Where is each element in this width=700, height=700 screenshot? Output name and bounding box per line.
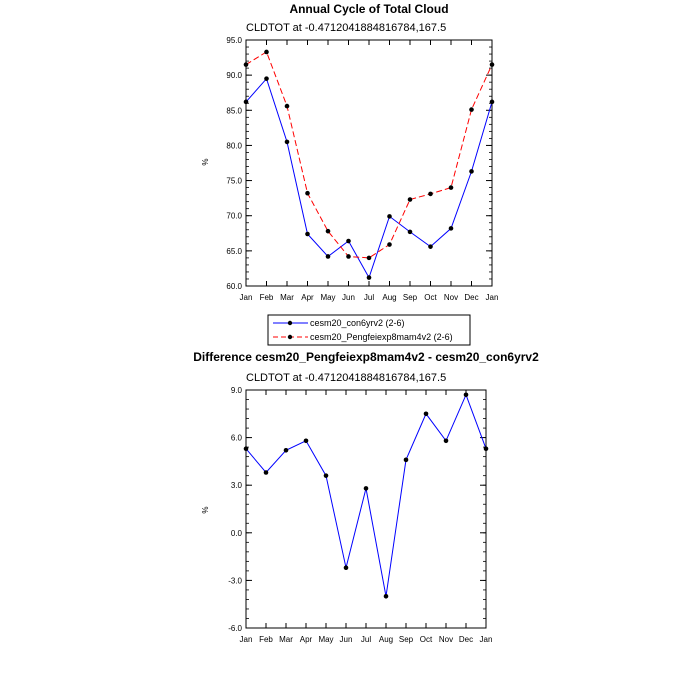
chart1-ytick-label: 60.0 (226, 282, 242, 291)
chart1-series-1-point (326, 254, 331, 259)
chart2-xtick-label: Mar (279, 635, 293, 644)
chart1-xtick-label: Feb (259, 293, 274, 302)
legend-label-series-1: cesm20_con6yrv2 (2-6) (310, 318, 405, 328)
chart1-xtick-label: Mar (280, 293, 294, 302)
chart2-xtick-label: Jun (339, 635, 353, 644)
chart1-xtick-label: Jan (485, 293, 499, 302)
chart1-series-1-line (246, 79, 492, 278)
chart1-ytick-label: 80.0 (226, 141, 242, 151)
chart1-xtick-label: Dec (464, 293, 479, 302)
chart2-series-1-point (484, 446, 489, 451)
chart2-xtick-label: Dec (458, 635, 474, 644)
chart2-ytick-label: -6.0 (228, 624, 242, 633)
chart2-series-1-point (344, 565, 349, 570)
chart1-series-1-point (285, 140, 290, 145)
chart1-series-1-point (490, 100, 495, 105)
chart2-xtick-label: Jul (360, 635, 372, 644)
chart1-series-1-point (305, 232, 310, 237)
chart1-xtick-label: Aug (382, 293, 397, 302)
chart1-series-2-point (326, 229, 331, 234)
chart2-subtitle: CLDTOT at -0.4712041884816784,167.5 (246, 372, 447, 384)
chart1-xtick-label: Jul (363, 293, 375, 302)
chart2-series-1-point (364, 486, 369, 491)
chart1-ytick-label: 95.0 (226, 36, 242, 45)
chart1-series-1-point (387, 214, 392, 219)
chart1-xtick-label: Oct (424, 293, 437, 302)
chart2-series-1-point (264, 470, 269, 475)
chart1-series-1-point (408, 230, 413, 235)
chart2-series-1-point (404, 458, 409, 463)
chart2-plot-area (228, 386, 492, 644)
chart2-ytick-label: 0.0 (230, 528, 242, 538)
chart1-xtick-label: Jun (342, 293, 355, 302)
chart1-series-2-line (246, 52, 492, 258)
chart1-series-2-point (469, 107, 474, 112)
chart1-xtick-label: Nov (443, 293, 459, 302)
chart2-series-1-point (444, 438, 449, 443)
chart1-series-1-point (449, 226, 454, 231)
chart1-series-2-point (408, 197, 413, 202)
chart1-ytick-label: 90.0 (226, 71, 242, 81)
chart1-xtick-label: Sep (402, 293, 418, 302)
chart1-series-1-point (367, 275, 372, 280)
chart1-ytick-label: 75.0 (226, 176, 242, 186)
chart1-series-2-point (367, 256, 372, 261)
chart2-series-1-point (464, 392, 469, 397)
chart2-ytick-label: -3.0 (228, 576, 242, 586)
chart1-series-1-point (469, 169, 474, 174)
chart1-xtick-label: Apr (301, 293, 314, 302)
chart2-series-1-point (244, 446, 249, 451)
chart1-legend (268, 315, 470, 345)
chart1-series-2-point (346, 254, 351, 259)
chart2-xtick-label: Jan (239, 635, 253, 644)
chart2-ytick-label: 3.0 (230, 481, 242, 491)
legend-marker-series-1 (288, 321, 292, 325)
chart1-ytick-label: 70.0 (226, 211, 242, 221)
chart1-series-2-point (387, 242, 392, 247)
chart2-title: Difference cesm20_Pengfeiexp8mam4v2 - cesm20_con6yrv2 (193, 350, 539, 364)
chart2-series-1-point (424, 412, 429, 417)
chart1-series-2-point (244, 62, 249, 67)
legend-label-series-2: cesm20_Pengfeiexp8mam4v2 (2-6) (310, 332, 453, 342)
chart2-ytick-label: 6.0 (230, 433, 242, 443)
legend-marker-series-2 (288, 335, 292, 339)
chart2-series-1-point (324, 473, 329, 478)
chart1-xtick-label: May (320, 293, 336, 302)
chart1-series-2-point (305, 191, 310, 196)
chart1-ylabel: % (201, 158, 210, 166)
chart1-title: Annual Cycle of Total Cloud (289, 2, 449, 16)
chart1-xtick-label: Jan (239, 293, 253, 302)
chart2-series-1-point (384, 594, 389, 599)
chart2-xtick-label: May (318, 635, 334, 644)
chart1-ytick-label: 65.0 (226, 246, 242, 256)
chart1-frame (246, 40, 492, 286)
chart1-series-1-point (428, 244, 433, 249)
chart2-frame (246, 390, 486, 628)
chart1-subtitle: CLDTOT at -0.4712041884816784,167.5 (246, 22, 447, 34)
chart1-series-2-point (428, 192, 433, 197)
chart1-series-1-point (264, 76, 269, 81)
chart2-xtick-label: Oct (419, 635, 433, 644)
chart2-xtick-label: Nov (438, 635, 454, 644)
chart1-series-1-point (244, 100, 249, 105)
chart2-xtick-label: Jan (479, 635, 493, 644)
chart1-series-1-point (346, 239, 351, 244)
chart1-ytick-label: 85.0 (226, 106, 242, 116)
chart2-series-1-point (304, 438, 309, 443)
chart2-ylabel: % (201, 506, 210, 514)
chart2-xtick-label: Aug (378, 635, 394, 644)
chart2-ytick-label: 9.0 (230, 386, 242, 395)
chart1-plot-area (226, 36, 498, 302)
chart2-xtick-label: Apr (299, 635, 313, 644)
chart1-series-2-point (285, 104, 290, 109)
chart2-series-1-line (246, 395, 486, 597)
chart1-series-2-point (449, 185, 454, 190)
chart1-series-2-point (490, 62, 495, 67)
chart2-series-1-point (284, 448, 289, 453)
chart2-xtick-label: Feb (259, 635, 273, 644)
chart1-series-2-point (264, 50, 269, 55)
chart2-xtick-label: Sep (398, 635, 414, 644)
